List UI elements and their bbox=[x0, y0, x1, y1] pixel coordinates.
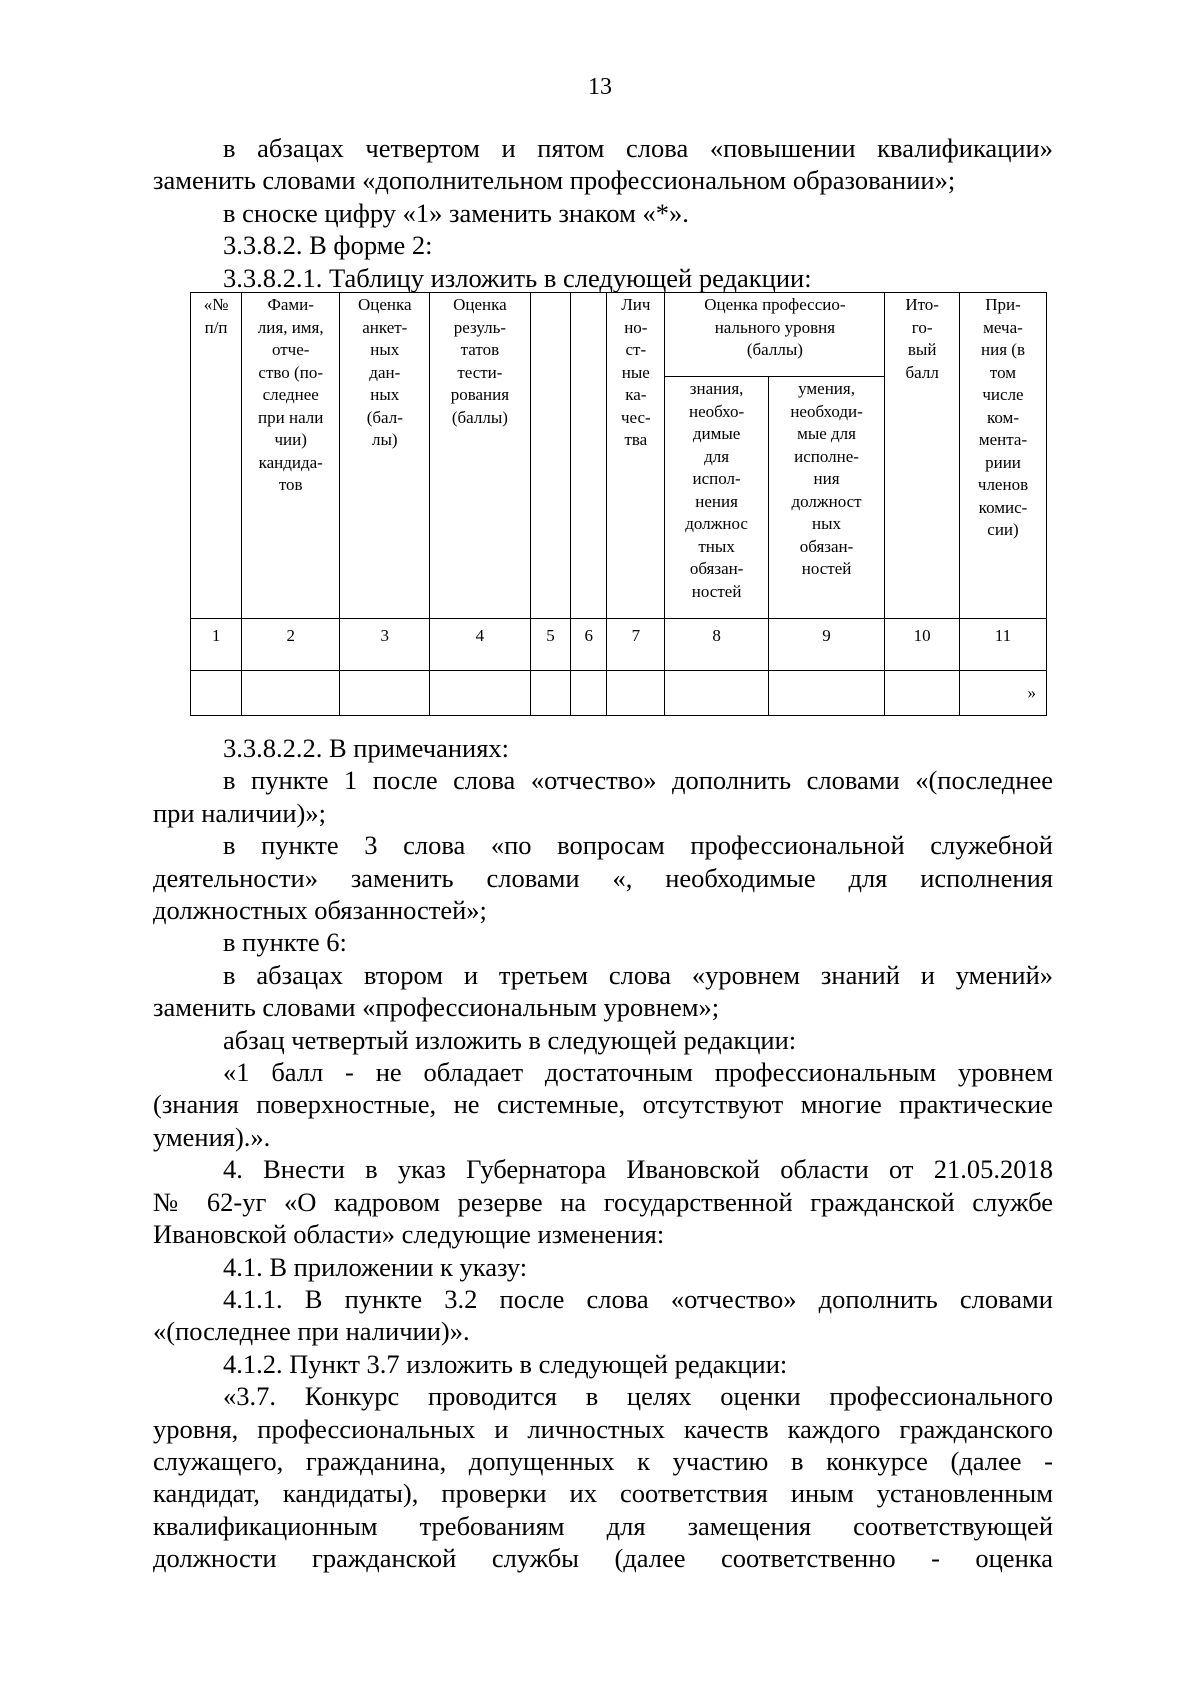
column-number-cell: 5 bbox=[530, 619, 571, 671]
column-number-cell: 11 bbox=[959, 619, 1046, 671]
paragraph-line: квалификационным требованиям для замещения соответствующей bbox=[153, 1510, 1053, 1541]
paragraph-line: должности гражданской службы (далее соответственно - оценка bbox=[153, 1543, 1053, 1574]
paragraph-line: Ивановской области» следующие изменения: bbox=[153, 1219, 665, 1250]
column-number-cell: 10 bbox=[885, 619, 960, 671]
empty-cell bbox=[530, 671, 571, 716]
column-number-cell: 3 bbox=[340, 619, 430, 671]
paragraph-line: при наличии)»; bbox=[153, 797, 326, 828]
header-cell-skills: умения, необходи- мые для исполне- ния должност ных обязан- ностей bbox=[768, 377, 885, 619]
paragraph-line: 3.3.8.2.1. Таблицу изложить в следующей редакции: bbox=[223, 262, 812, 293]
header-cell-number: «№ п/п bbox=[191, 293, 242, 619]
paragraph-line: (знания поверхностные, не системные, отсутствуют многие практические bbox=[153, 1089, 1053, 1120]
empty-cell bbox=[191, 671, 242, 716]
column-number-cell: 9 bbox=[768, 619, 885, 671]
text-before-table bbox=[153, 132, 1053, 294]
paragraph-line: абзац четвертый изложить в следующей редакции: bbox=[223, 1024, 797, 1055]
empty-cell bbox=[571, 671, 607, 716]
header-cell-col6 bbox=[571, 293, 607, 619]
paragraph-line: деятельности» заменить словами «, необходимые для исполнения bbox=[153, 862, 1053, 893]
paragraph-line: в абзацах втором и третьем слова «уровнем знаний и умений» bbox=[223, 959, 1053, 990]
paragraph-line: 4.1.1. В пункте 3.2 после слова «отчество» дополнить словами bbox=[223, 1283, 1053, 1314]
paragraph-line: № 62-уг «О кадровом резерве на государственной гражданской службе bbox=[153, 1186, 1053, 1217]
paragraph-line: «3.7. Конкурс проводится в целях оценки профессионального bbox=[223, 1381, 1053, 1412]
paragraph-line: 3.3.8.2. В форме 2: bbox=[223, 230, 433, 261]
paragraph-line: в сноске цифру «1» заменить знаком «*». bbox=[223, 197, 689, 228]
empty-cell bbox=[768, 671, 885, 716]
header-cell-notes: При- меча- ния (в том числе ком- мента- риии членов комис- сии) bbox=[959, 293, 1046, 619]
paragraph-line: 3.3.8.2.2. В примечаниях: bbox=[223, 733, 510, 763]
paragraph-line: умения).». bbox=[153, 1121, 271, 1152]
column-number-cell: 1 bbox=[191, 619, 242, 671]
paragraph-line: «1 балл - не обладает достаточным профессиональным уровнем bbox=[223, 1057, 1053, 1088]
empty-cell bbox=[885, 671, 960, 716]
paragraph-line: заменить словами «профессиональным уровнем»; bbox=[153, 992, 720, 1023]
paragraph-line: «(последнее при наличии)». bbox=[153, 1316, 470, 1347]
text-after-table bbox=[153, 732, 1053, 1575]
paragraph-line: служащего, гражданина, допущенных к участию в конкурсе (далее - bbox=[153, 1445, 1053, 1476]
header-cell-total-score: Ито- го- вый балл bbox=[885, 293, 960, 619]
column-number-cell: 8 bbox=[665, 619, 768, 671]
empty-cell bbox=[430, 671, 530, 716]
header-cell-testing-score: Оценка резуль- татов тести- рования (баллы) bbox=[430, 293, 530, 619]
column-number-cell: 2 bbox=[242, 619, 340, 671]
empty-cell bbox=[665, 671, 768, 716]
column-number-cell: 7 bbox=[607, 619, 665, 671]
header-cell-personal-qualities: Лич но- ст- ные ка- чес- тва bbox=[607, 293, 665, 619]
closing-quote-cell: » bbox=[959, 671, 1046, 716]
empty-cell bbox=[340, 671, 430, 716]
form-2-table bbox=[190, 292, 1047, 716]
paragraph-line: в пункте 6: bbox=[223, 927, 347, 958]
paragraph-line: уровня, профессиональных и личностных качеств каждого гражданского bbox=[153, 1413, 1053, 1444]
paragraph-line: 4.1. В приложении к указу: bbox=[223, 1251, 528, 1282]
paragraph-line: кандидат, кандидаты), проверки их соответствия иным установленным bbox=[153, 1478, 1053, 1509]
column-number-cell: 6 bbox=[571, 619, 607, 671]
header-cell-full-name: Фами- лия, имя, отче- ство (по- следнее при нали чии) кандида- тов bbox=[242, 293, 340, 619]
column-number-cell: 4 bbox=[430, 619, 530, 671]
paragraph-line: в пункте 3 слова «по вопросам профессиональной служебной bbox=[223, 830, 1053, 861]
header-cell-knowledge: знания, необхо- димые для испол- нения должнос тных обязан- ностей bbox=[665, 377, 768, 619]
paragraph-line: в абзацах четвертом и пятом слова «повышении квалификации» bbox=[223, 133, 1053, 163]
header-cell-questionnaire-score: Оценка анкет- ных дан- ных (бал- лы) bbox=[340, 293, 430, 619]
paragraph-line: 4.1.2. Пункт 3.7 изложить в следующей редакции: bbox=[223, 1348, 788, 1379]
page-number: 13 bbox=[588, 74, 612, 100]
paragraph-line: в пункте 1 после слова «отчество» дополнить словами «(последнее bbox=[223, 765, 1053, 796]
paragraph-line: 4. Внести в указ Губернатора Ивановской области от 21.05.2018 bbox=[223, 1154, 1053, 1185]
empty-cell bbox=[242, 671, 340, 716]
header-cell-professional-level: Оценка профессио- нального уровня (баллы) bbox=[665, 293, 885, 377]
paragraph-line: должностных обязанностей»; bbox=[153, 895, 487, 926]
header-cell-col5 bbox=[530, 293, 571, 619]
paragraph-line: заменить словами «дополнительном профессиональном образовании»; bbox=[153, 165, 956, 196]
empty-cell bbox=[607, 671, 665, 716]
